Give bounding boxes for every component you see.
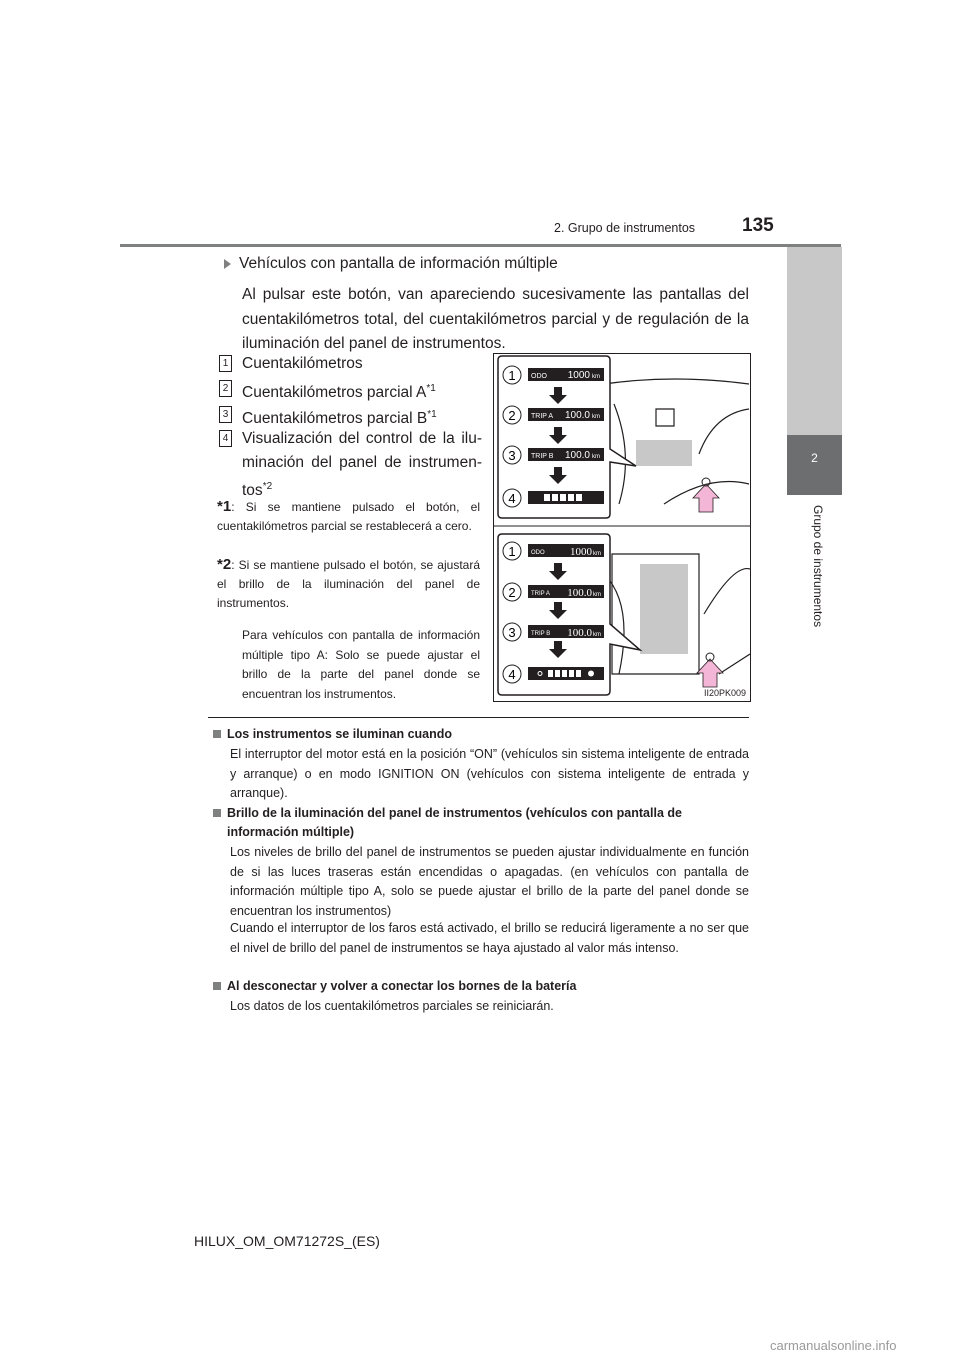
brightness-level-bars [548,670,581,677]
footnote-ref: *2 [262,481,273,492]
display-label: TRIP B [531,631,551,637]
display-value: 100.0 [567,627,592,639]
list-item-text: Cuentakilómetros parcial A [242,384,427,402]
display-unit: km [593,592,601,598]
square-bullet-icon [213,809,221,817]
display-number: 1 [508,544,516,559]
list-item-text: Cuentakilómetros [242,355,363,372]
display-label: TRIP B [531,453,554,460]
display-label: ODO [531,550,545,556]
display-unit: km [592,454,600,460]
side-tab-label: Grupo de instrumentos [811,505,825,628]
bottom-button-arrow-icon [697,659,723,687]
list-number-box: 1 [219,355,232,372]
display-label: ODO [531,373,547,380]
list-item-text: Cuentakilómetros parcial B [242,410,428,428]
note-heading [213,725,749,744]
watermark: carmanualsonline.info [770,1338,897,1353]
display-unit: km [593,551,601,557]
bright-sun-icon [588,671,594,677]
display-number: 3 [508,448,516,463]
note-heading-text: Brillo de la iluminación del panel de instrumentos (vehículos con pantalla de información múltiple) [227,806,682,839]
note-paragraph: El interruptor del motor está en la posición “ON” (vehículos sin sistema inteligente de entrada y arranque) o en modo IGNITION ON (vehículos con sistema inteligente de entrada y arranque). [230,747,749,800]
square-bullet-icon [213,982,221,990]
display-value: 100.0 [567,587,592,599]
display-number: 2 [508,408,516,423]
note-heading [213,977,749,996]
note-paragraph: Cuando el interruptor de los faros está activado, el brillo se reducirá ligeramente a no ser que el nivel de brillo del panel de instrumentos se haya ajustado al valor más intenso. [230,921,749,955]
side-tab-bar [787,247,842,435]
footer-code: HILUX_OM_OM71272S_(ES) [194,1233,380,1249]
footnote-mark: *1 [217,498,232,515]
section-divider [208,717,749,718]
display-unit: km [592,374,600,380]
footnote [217,555,480,613]
note-heading-text: Los instrumentos se iluminan cuando [227,727,453,741]
display-value: 100.0 [564,450,590,461]
side-tab-number: 2 [787,435,842,495]
display-value: 100.0 [564,410,590,421]
page-number: 135 [742,215,774,236]
list-number-box: 4 [219,430,232,447]
footnote-ref: *1 [426,383,436,394]
subheading [224,255,558,273]
top-button-arrow-icon [693,484,719,512]
list-number-box: 2 [219,380,232,397]
display-label: TRIP A [531,591,550,597]
display-number: 1 [508,368,516,383]
square-bullet-icon [213,730,221,738]
intro-paragraph: Al pulsar este botón, van apareciendo sucesivamente las pantallas del cuentakilómetros total, del cuentakilómetros parcial y de regulación de la iluminación del panel de instrumentos. [242,286,749,352]
figure-code: II20PK009 [703,688,746,698]
note-paragraph: Los datos de los cuentakilómetros parciales se reiniciarán. [230,999,554,1013]
footnote-text: : Si se mantiene pulsado el botón, el cuentakilómetros parcial se restablecerá a cero. [217,500,480,533]
display-label: TRIP A [531,413,554,420]
note-paragraph: Los niveles de brillo del panel de instrumentos se pueden ajustar individualmente en función de si las luces traseras están encendidas o apagadas. (en vehículos con pantalla de información múltiple tipo A, solo se puede ajustar el brillo de la parte del panel donde se encuentran los instrumentos) [230,845,749,918]
footnote-extra: Para vehículos con pantalla de información múltiple tipo A: Solo se puede ajustar el brillo de la parte del panel donde se encuentran los instrumentos. [242,628,480,701]
display-unit: km [593,632,601,638]
cluster-illustration [494,354,750,701]
display-number: 4 [508,667,516,682]
triangle-bullet-icon [224,259,231,269]
footnote-ref: *1 [427,409,437,420]
display-number: 2 [508,585,516,600]
note-heading-text: Al desconectar y volver a conectar los bornes de la batería [227,979,577,993]
display-unit: km [592,414,600,420]
display-number: 3 [508,625,516,640]
list-item-text: Visualización del control de la ilu-minación del panel de instrumen-tos [242,430,482,500]
display-value: 1000 [567,370,590,381]
display-value: 1000 [570,546,592,558]
footnote [217,497,480,536]
header-rule [120,244,841,247]
footnote-text: : Si se mantiene pulsado el botón, se ajustará el brillo de la iluminación del panel de instrumentos. [217,558,480,610]
instrument-cluster-figure [493,353,751,702]
top-info-screen [636,440,692,466]
bottom-info-screen [640,564,688,654]
footnote-mark: *2 [217,556,232,573]
list-number-box: 3 [219,406,232,423]
display-number: 4 [508,491,516,506]
brightness-level-bars [544,494,582,501]
note-heading [213,804,749,842]
section-title: 2. Grupo de instrumentos [554,221,696,235]
subheading-text: Vehículos con pantalla de información múltiple [239,255,558,272]
